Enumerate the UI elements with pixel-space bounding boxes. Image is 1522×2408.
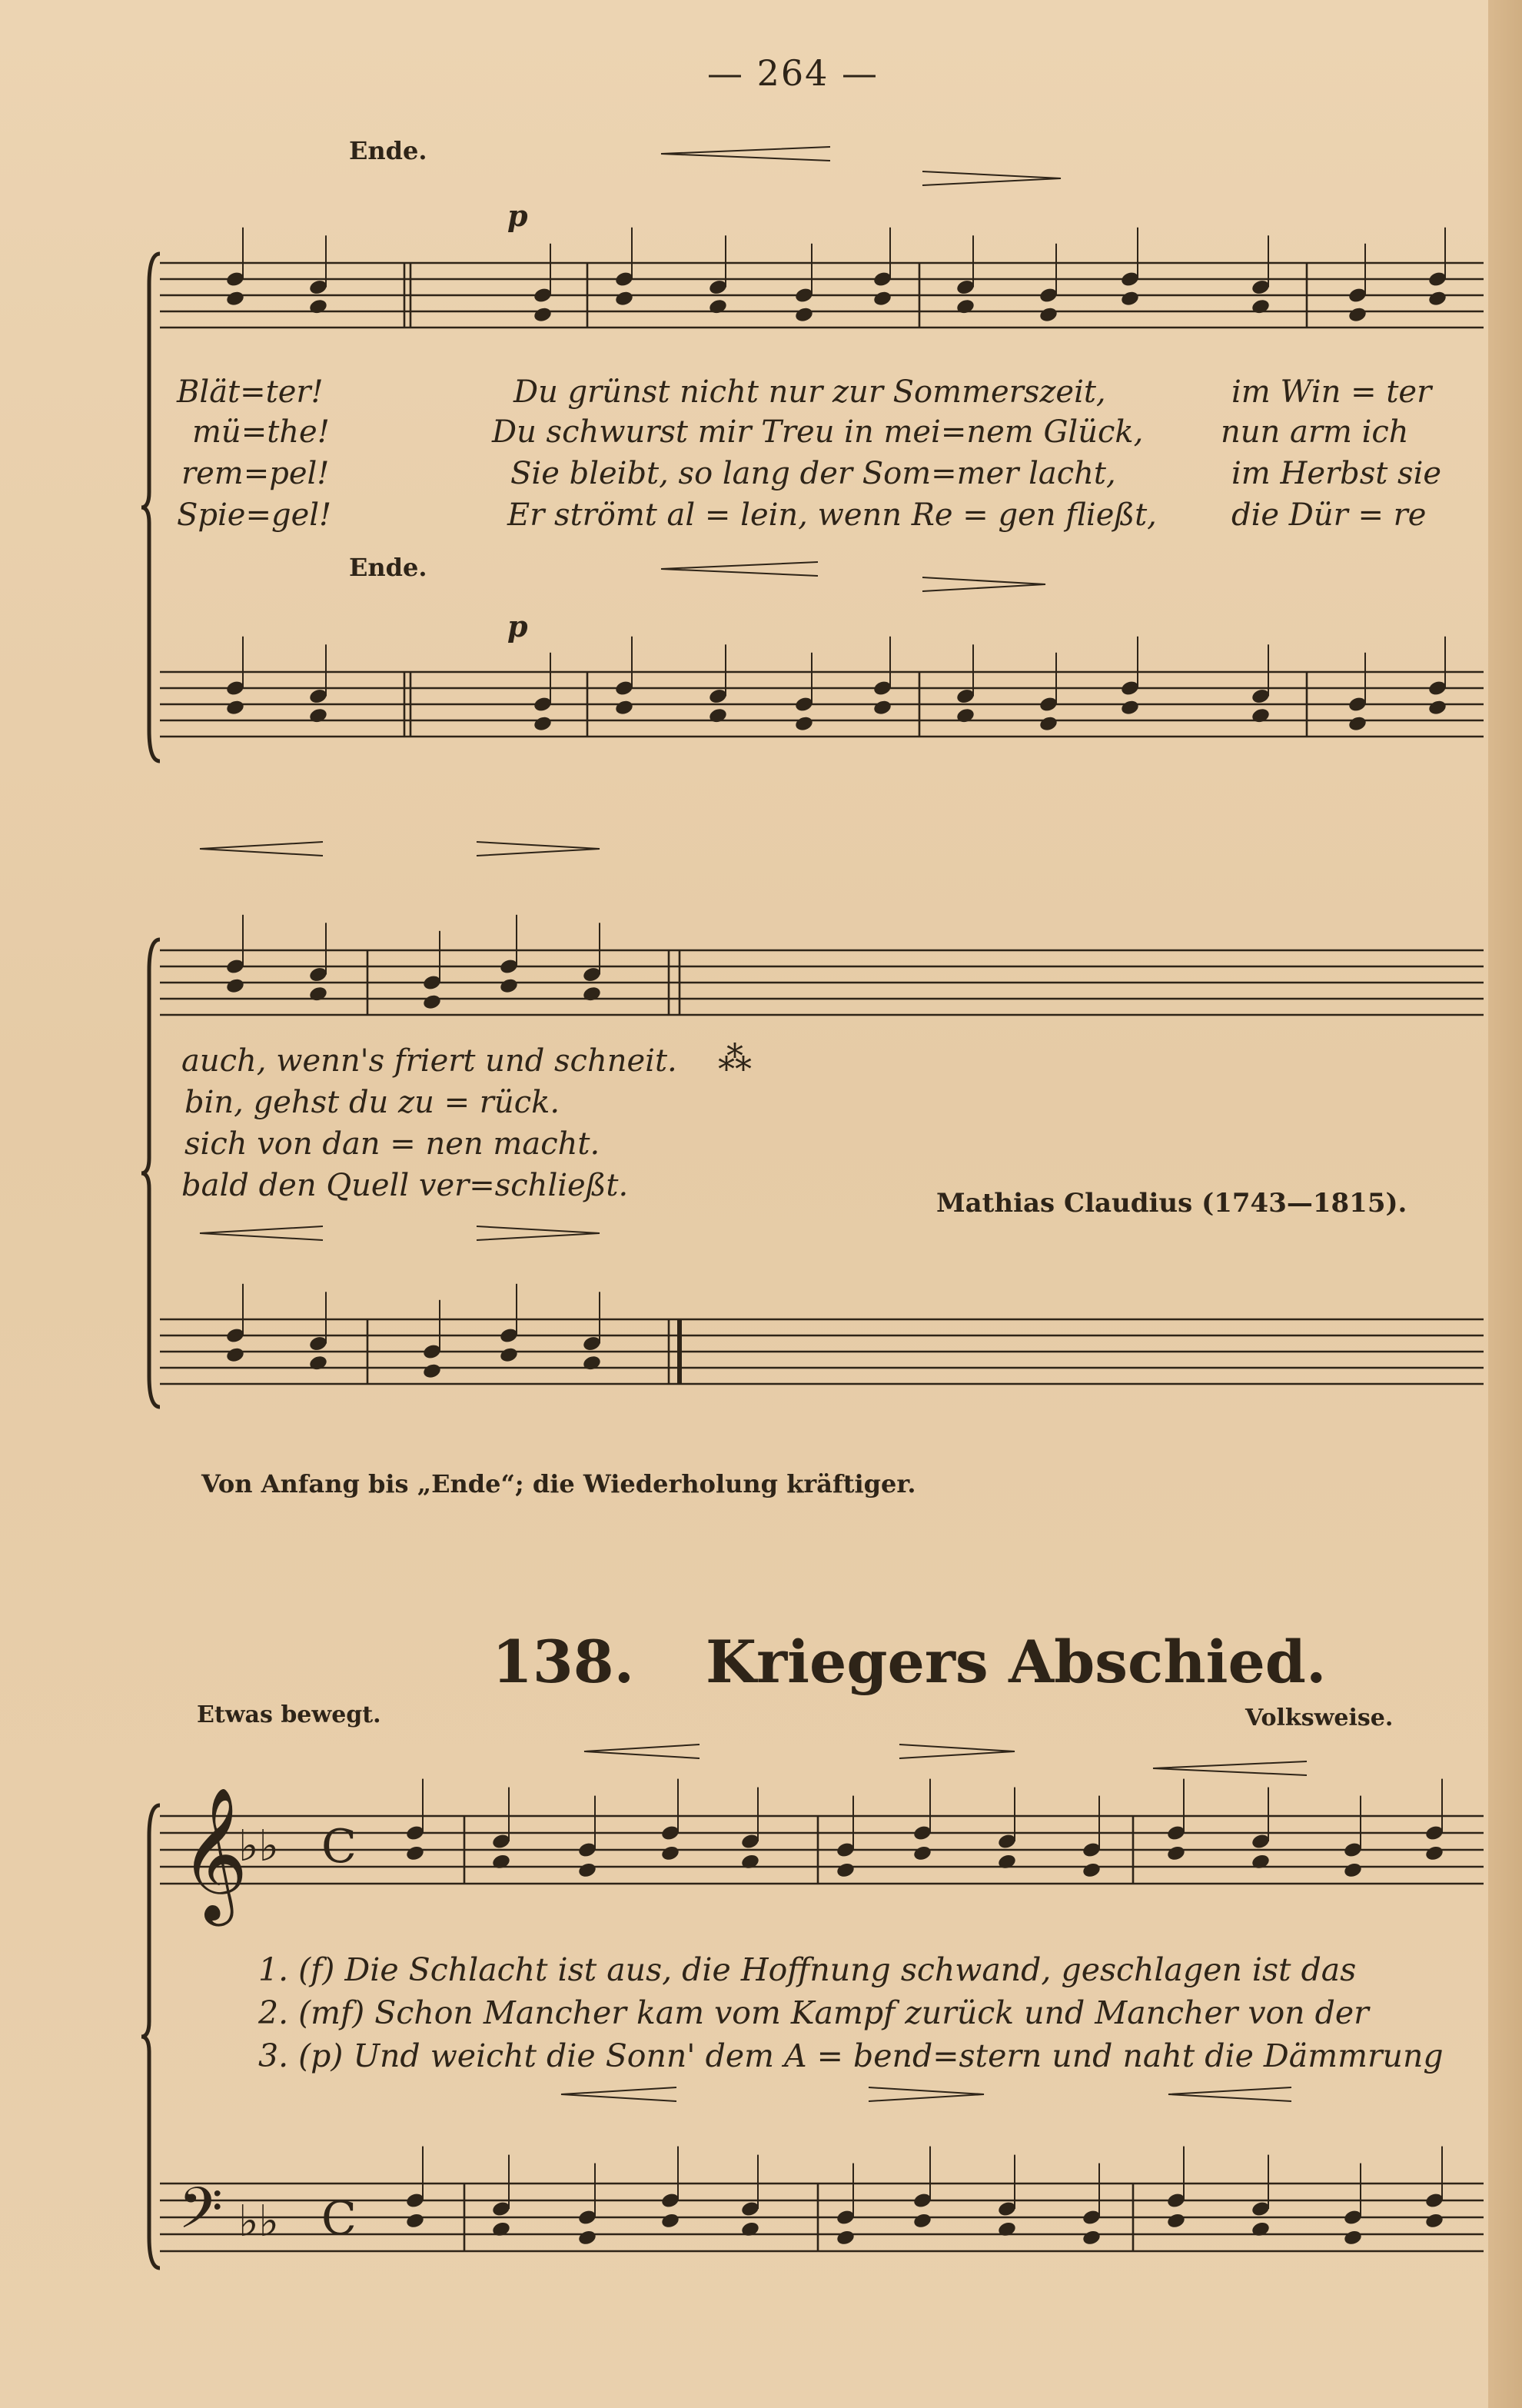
note [912, 2212, 932, 2230]
note [1120, 290, 1140, 308]
note [405, 2212, 425, 2230]
crescendo-hairpin [200, 842, 323, 856]
note [225, 699, 245, 717]
note [740, 1853, 760, 1871]
note [499, 977, 519, 995]
decrescendo-hairpin [922, 171, 1061, 185]
system-brace-1 [141, 254, 160, 761]
page-number: — 264 — [707, 52, 879, 94]
crescendo-hairpin [561, 2087, 676, 2101]
lyric-mid-2: Du schwurst mir Treu in mei=nem Glück, [492, 414, 1144, 450]
note [794, 306, 814, 324]
song-number: 138. [492, 1628, 635, 1696]
verse-1-text: Die Schlacht ist aus, die Hoffnung schwand, geschlagen ist das [344, 1951, 1357, 1988]
decrescendo-hairpin [899, 1744, 1015, 1758]
note [308, 707, 328, 724]
note [660, 1844, 680, 1862]
note [660, 2212, 680, 2230]
verse-2-number: 2. [258, 1994, 289, 2031]
note [1166, 1844, 1186, 1862]
note [614, 290, 634, 308]
note [955, 707, 975, 724]
verse-2-dynamic: (mf) [298, 1994, 365, 2031]
crescendo-hairpin [661, 562, 818, 576]
note [582, 1354, 602, 1372]
note [1427, 699, 1447, 717]
lyric-right-2: nun arm ich [1221, 414, 1409, 450]
note [997, 1853, 1017, 1871]
asterism-ornament: ⁂ [718, 1039, 752, 1079]
crescendo-hairpin [1168, 2087, 1291, 2101]
lyric-right-3: im Herbst sie [1231, 456, 1442, 491]
crescendo-hairpin [1153, 1761, 1307, 1775]
verse-3-number: 3. [258, 2037, 289, 2074]
decrescendo-hairpin [922, 577, 1045, 591]
note [499, 1346, 519, 1364]
decrescendo-hairpin [477, 1226, 600, 1240]
note [491, 1853, 511, 1871]
common-time-icon: C [321, 2192, 357, 2246]
crescendo-hairpin [584, 1744, 700, 1758]
lyric-end-1: auch, wenn's friert und schneit. [181, 1043, 677, 1079]
ende-marking-2: Ende. [349, 553, 427, 582]
lyric-left-2: mü=the! [192, 414, 330, 450]
verse-3-text: Und weicht die Sonn' dem A = bend=stern und naht die Dämmrung [353, 2037, 1444, 2074]
note [836, 1861, 856, 1879]
flat-icon: ♭♭ [238, 2197, 279, 2247]
note [836, 2229, 856, 2247]
note [1343, 1861, 1363, 1879]
verse-1-number: 1. [258, 1951, 289, 1988]
system-brace-3 [141, 1805, 160, 2268]
tempo-marking: Etwas bewegt. [197, 1701, 381, 1728]
note [582, 985, 602, 1003]
common-time-icon: C [321, 1820, 357, 1874]
flat-icon: ♭♭ [238, 1821, 279, 1871]
lyric-left-3: rem=pel! [181, 456, 330, 491]
note [1038, 306, 1058, 324]
note [955, 298, 975, 315]
note [225, 290, 245, 308]
lyric-end-4: bald den Quell ver=schließt. [181, 1168, 629, 1203]
note [1082, 2229, 1102, 2247]
note [405, 1844, 425, 1862]
note [1348, 715, 1367, 733]
note [533, 306, 553, 324]
note [1348, 306, 1367, 324]
note [1427, 290, 1447, 308]
performance-note: Von Anfang bis „Ende“; die Wiederholung kräftiger. [201, 1469, 916, 1498]
lyric-end-3: sich von dan = nen macht. [184, 1126, 600, 1162]
note [422, 993, 442, 1011]
song-title-text: Kriegers Abschied. [706, 1628, 1327, 1696]
note [225, 977, 245, 995]
verse-1-dynamic: (f) [298, 1951, 335, 1988]
note [1251, 707, 1271, 724]
treble-clef-icon: 𝄞 [180, 1787, 248, 1921]
note [872, 699, 892, 717]
crescendo-hairpin [661, 147, 830, 161]
verse-3 [258, 2037, 1444, 2074]
dynamic-p-2: p [507, 609, 528, 644]
note [533, 715, 553, 733]
author-credit: Mathias Claudius (1743—1815). [936, 1188, 1407, 1219]
note [308, 1354, 328, 1372]
note [740, 2220, 760, 2238]
system-brace-2 [141, 940, 160, 1407]
lyric-left-4: Spie=gel! [177, 497, 332, 533]
verse-2 [258, 1994, 1369, 2031]
note [794, 715, 814, 733]
note [1082, 1861, 1102, 1879]
bass-clef-icon: 𝄢 [178, 2175, 223, 2256]
crescendo-hairpin [200, 1226, 323, 1240]
note [577, 2229, 597, 2247]
note [1424, 2212, 1444, 2230]
note [708, 707, 728, 724]
lyric-mid-1: Du grünst nicht nur zur Sommerszeit, [513, 374, 1106, 410]
note [225, 1346, 245, 1364]
note [1120, 699, 1140, 717]
verse-1 [258, 1951, 1357, 1988]
note [614, 699, 634, 717]
note [1424, 1844, 1444, 1862]
decrescendo-hairpin [869, 2087, 984, 2101]
note [1251, 298, 1271, 315]
lyric-right-4: die Dür = re [1231, 497, 1427, 533]
verse-2-text: Schon Mancher kam vom Kampf zurück und Mancher von der [374, 1994, 1369, 2031]
note [1166, 2212, 1186, 2230]
note [997, 2220, 1017, 2238]
note [708, 298, 728, 315]
decrescendo-hairpin [477, 842, 600, 856]
ende-marking-1: Ende. [349, 136, 427, 165]
note [1251, 1853, 1271, 1871]
note [577, 1861, 597, 1879]
dynamic-p-1: p [507, 198, 528, 233]
note [872, 290, 892, 308]
note [1343, 2229, 1363, 2247]
note [308, 298, 328, 315]
note [308, 985, 328, 1003]
note [1251, 2220, 1271, 2238]
lyric-end-2: bin, gehst du zu = rück. [184, 1085, 560, 1120]
song-title [492, 1628, 1327, 1696]
lyric-mid-3: Sie bleibt, so lang der Som=mer lacht, [510, 456, 1116, 491]
verse-3-dynamic: (p) [298, 2037, 344, 2074]
note [912, 1844, 932, 1862]
lyric-left-1: Blät=ter! [177, 374, 324, 410]
source-marking: Volksweise. [1245, 1705, 1394, 1731]
lyric-mid-4: Er strömt al = lein, wenn Re = gen fließt, [507, 497, 1157, 533]
lyric-right-1: im Win = ter [1231, 374, 1432, 410]
note [1038, 715, 1058, 733]
note [491, 2220, 511, 2238]
note [422, 1362, 442, 1380]
